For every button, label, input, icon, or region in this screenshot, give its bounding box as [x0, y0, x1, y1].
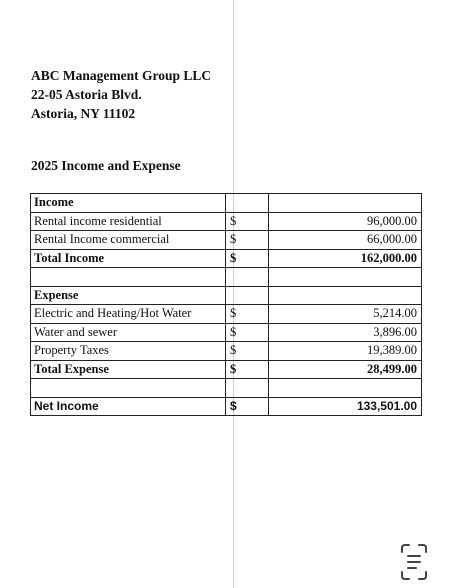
row-label: Rental Income commercial — [31, 231, 226, 250]
row-amount: 5,214.00 — [269, 305, 422, 324]
total-income-amount: 162,000.00 — [269, 249, 422, 268]
currency-symbol: $ — [226, 305, 246, 324]
income-header: Income — [31, 194, 226, 213]
total-expense-amount: 28,499.00 — [269, 360, 422, 379]
currency-symbol: $ — [226, 397, 246, 416]
net-income-row — [31, 397, 422, 416]
table-row — [31, 305, 422, 324]
net-income-amount: 133,501.00 — [269, 397, 422, 416]
table-row — [31, 342, 422, 361]
income-header-row — [31, 194, 422, 213]
row-label: Electric and Heating/Hot Water — [31, 305, 226, 324]
spacer-row — [31, 268, 422, 287]
currency-symbol: $ — [226, 212, 246, 231]
table-row — [31, 212, 422, 231]
row-amount: 66,000.00 — [269, 231, 422, 250]
net-income-label: Net Income — [31, 397, 226, 416]
table-row — [31, 323, 422, 342]
table-row — [31, 231, 422, 250]
currency-symbol: $ — [226, 323, 246, 342]
total-income-label: Total Income — [31, 249, 226, 268]
currency-symbol: $ — [226, 249, 246, 268]
row-amount: 96,000.00 — [269, 212, 422, 231]
currency-symbol: $ — [226, 231, 246, 250]
company-address-line2: Astoria, NY 11102 — [31, 106, 136, 121]
total-income-row — [31, 249, 422, 268]
total-expense-row — [31, 360, 422, 379]
currency-symbol: $ — [226, 360, 246, 379]
row-label: Water and sewer — [31, 323, 226, 342]
company-name: ABC Management Group LLC — [31, 68, 212, 83]
row-label: Property Taxes — [31, 342, 226, 361]
text-scan-icon[interactable] — [400, 543, 428, 581]
company-header — [31, 66, 211, 123]
expense-header: Expense — [31, 286, 226, 305]
currency-symbol: $ — [226, 342, 246, 361]
expense-header-row — [31, 286, 422, 305]
report-title: 2025 Income and Expense — [31, 158, 181, 173]
spacer-row — [31, 379, 422, 398]
income-expense-table — [30, 193, 422, 416]
row-amount: 19,389.00 — [269, 342, 422, 361]
row-amount: 3,896.00 — [269, 323, 422, 342]
company-address-line1: 22-05 Astoria Blvd. — [31, 87, 142, 102]
row-label: Rental income residential — [31, 212, 226, 231]
total-expense-label: Total Expense — [31, 360, 226, 379]
